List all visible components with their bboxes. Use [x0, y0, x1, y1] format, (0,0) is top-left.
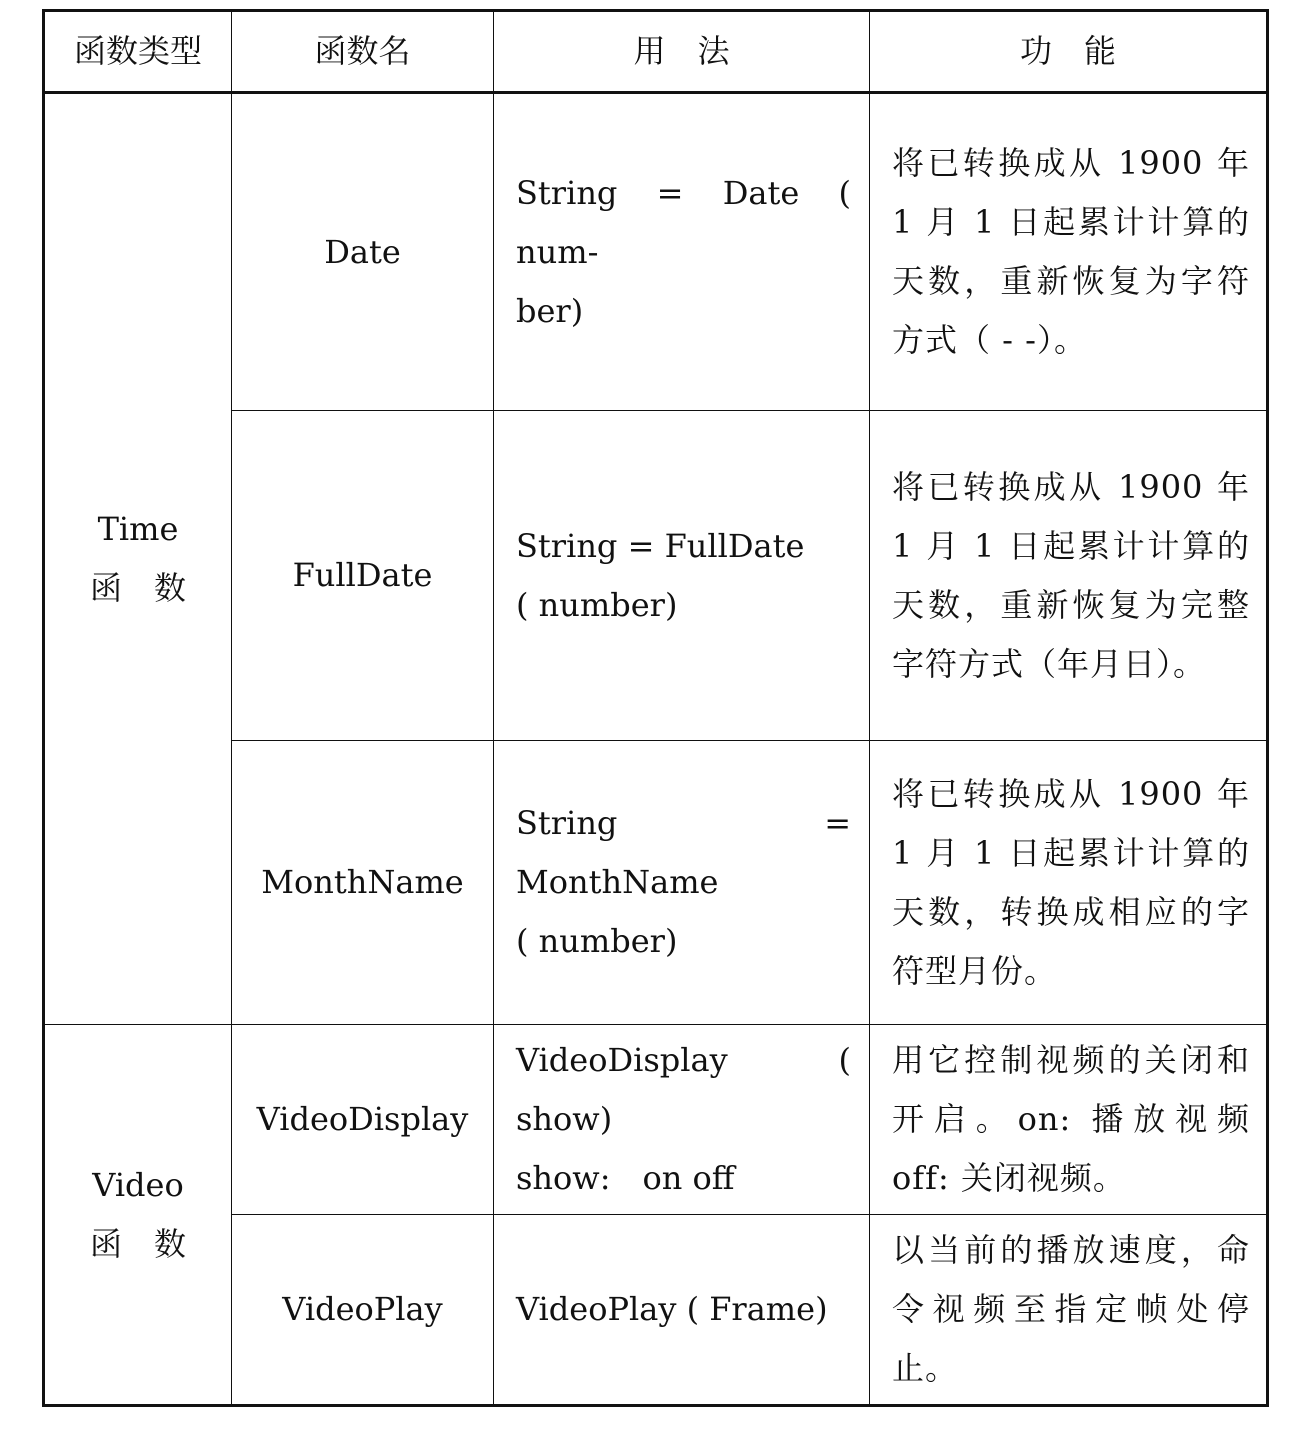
usage-line: VideoPlay ( Frame)	[516, 1290, 828, 1328]
category-suffix: 函 数	[89, 1224, 186, 1263]
function-name-cell: VideoPlay	[232, 1215, 494, 1406]
usage-token: String	[516, 526, 618, 565]
header-function-description: 功 能	[870, 11, 1268, 93]
usage-line: show: on off	[516, 1159, 735, 1197]
table-row	[44, 93, 1268, 411]
function-name-cell: MonthName	[232, 741, 494, 1025]
usage-token: =	[627, 526, 655, 565]
usage-cell	[494, 93, 870, 411]
function-description-cell: 用它控制视频的关闭和开启。on: 播放视频 off: 关闭视频。	[870, 1025, 1268, 1215]
function-description-cell: 以当前的播放速度，命令视频至指定帧处停止。	[870, 1215, 1268, 1406]
usage-cell	[494, 1215, 870, 1406]
category-label: Time	[97, 510, 179, 548]
usage-line: String = Date ( num-	[516, 173, 851, 271]
header-function-type: 函数类型	[44, 11, 232, 93]
function-table	[42, 9, 1284, 1407]
header-usage: 用 法	[494, 11, 870, 93]
usage-cell	[494, 411, 870, 741]
category-cell-video	[44, 1025, 232, 1406]
usage-token: MonthName	[516, 863, 719, 901]
function-name-cell: FullDate	[232, 411, 494, 741]
usage-line: ber)	[516, 291, 584, 330]
category-cell-time	[44, 93, 232, 1025]
usage-line: VideoDisplay ( show)	[516, 1041, 851, 1138]
function-name-cell: Date	[232, 93, 494, 411]
table-row	[44, 1025, 1268, 1215]
category-label: Video	[92, 1165, 184, 1204]
usage-token: String	[516, 804, 618, 842]
function-description-cell: 将已转换成从 1900 年 1 月 1 日起累计计算的天数，重新恢复为完整字符方式（年月日）。	[870, 411, 1268, 741]
usage-token: FullDate	[664, 526, 805, 565]
usage-cell	[494, 1025, 870, 1215]
category-suffix: 函 数	[89, 569, 186, 607]
function-description-cell: 将已转换成从 1900 年 1 月 1 日起累计计算的天数，重新恢复为字符方式（ - -）。	[870, 93, 1268, 411]
usage-cell	[494, 741, 870, 1025]
usage-line: ( number)	[516, 922, 678, 960]
header-row	[44, 11, 1268, 93]
usage-line: ( number)	[516, 585, 678, 624]
header-function-name: 函数名	[232, 11, 494, 93]
usage-line	[516, 794, 851, 912]
usage-line	[516, 517, 851, 576]
usage-token: =	[824, 804, 851, 842]
function-description-cell: 将已转换成从 1900 年 1 月 1 日起累计计算的天数，转换成相应的字符型月份。	[870, 741, 1268, 1025]
function-name-cell: VideoDisplay	[232, 1025, 494, 1215]
